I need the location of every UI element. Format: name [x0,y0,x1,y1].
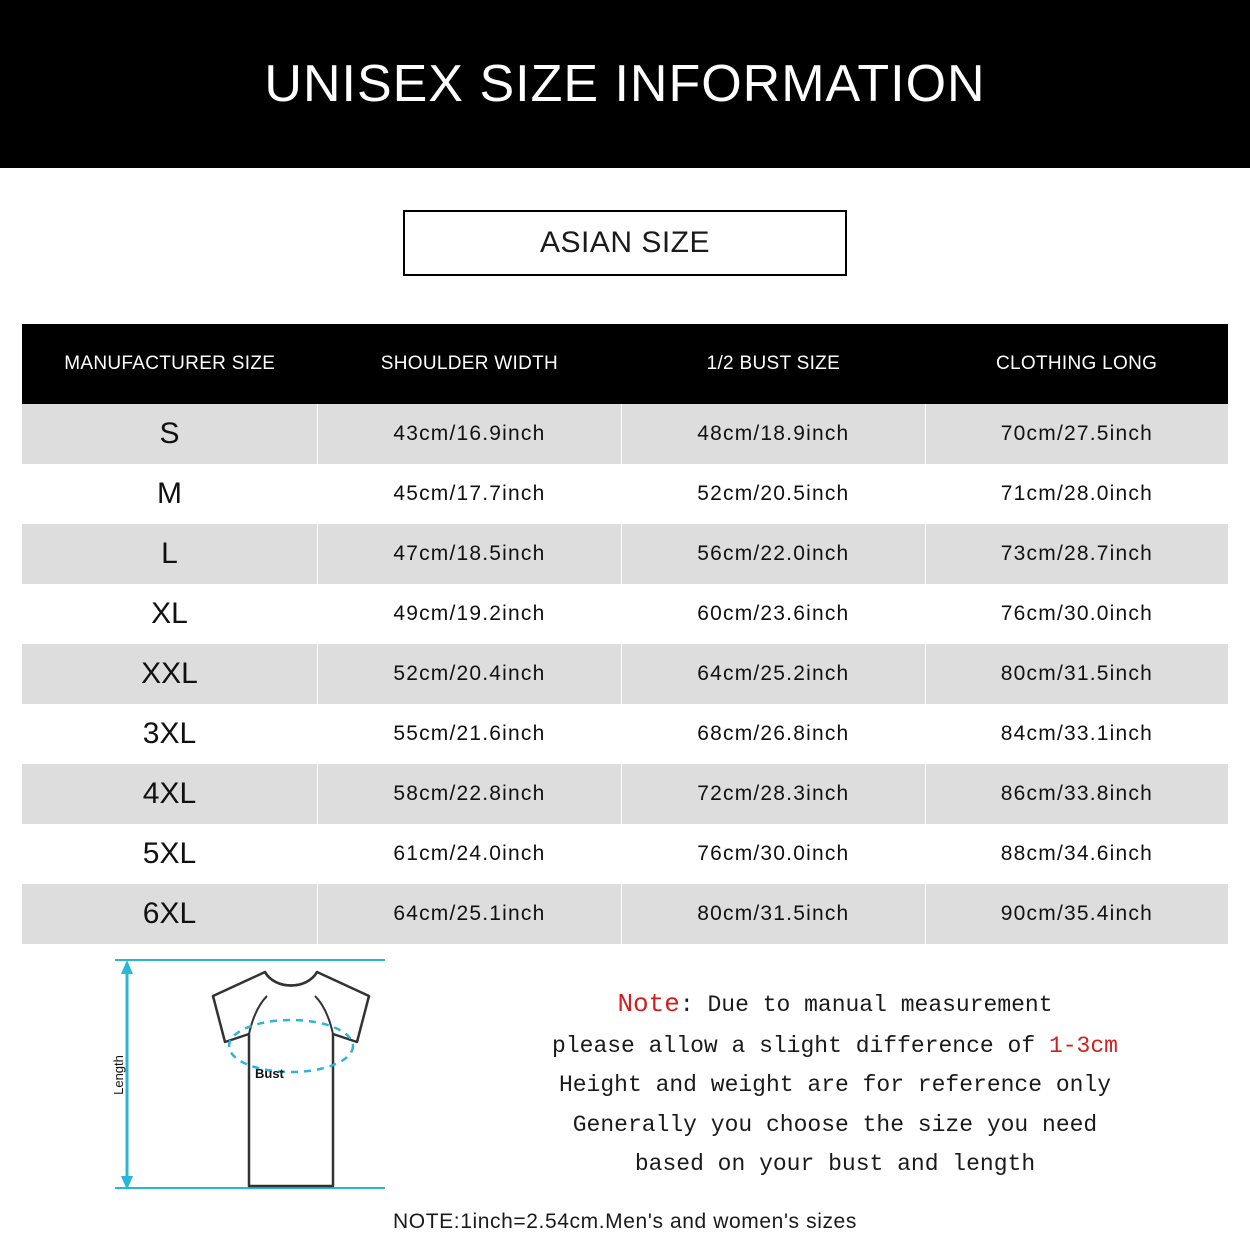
tshirt-diagram [95,950,475,1200]
table-cell-size: 6XL [22,884,317,944]
table-cell-shoulder: 64cm/25.1inch [317,884,621,944]
note-line-2-text: please allow a slight difference of [552,1032,1049,1059]
table-cell-length: 71cm/28.0inch [925,464,1228,524]
table-cell-bust: 64cm/25.2inch [621,644,925,704]
table-header [22,324,1228,404]
header-banner [0,0,1250,168]
table-cell-shoulder: 49cm/19.2inch [317,584,621,644]
table-row [22,644,1228,704]
table-cell-shoulder: 43cm/16.9inch [317,404,621,464]
page-title: UNISEX SIZE INFORMATION [264,55,986,113]
table-cell-shoulder: 61cm/24.0inch [317,824,621,884]
note-label: Note [617,989,680,1019]
table-cell-size: L [22,524,317,584]
size-table-wrapper [22,324,1228,944]
table-cell-shoulder: 55cm/21.6inch [317,704,621,764]
table-cell-shoulder: 47cm/18.5inch [317,524,621,584]
table-cell-size: XL [22,584,317,644]
table-cell-size: 5XL [22,824,317,884]
table-cell-shoulder: 52cm/20.4inch [317,644,621,704]
footer-note: NOTE:1inch=2.54cm.Men's and women's sizes [393,1210,857,1233]
table-cell-length: 73cm/28.7inch [925,524,1228,584]
table-row [22,824,1228,884]
table-cell-bust: 52cm/20.5inch [621,464,925,524]
table-row [22,584,1228,644]
tshirt-outline [213,972,369,1186]
table-cell-size: M [22,464,317,524]
table-cell-shoulder: 58cm/22.8inch [317,764,621,824]
table-row [22,524,1228,584]
table-cell-shoulder: 45cm/17.7inch [317,464,621,524]
table-row [22,764,1228,824]
table-header-cell: SHOULDER WIDTH [380,353,559,374]
table-header-row [22,324,1228,404]
table-cell-bust: 76cm/30.0inch [621,824,925,884]
table-cell-bust: 56cm/22.0inch [621,524,925,584]
note-line-2 [450,1027,1220,1067]
table-cell-size: 3XL [22,704,317,764]
bust-label: Bust [255,1066,284,1081]
table-cell-bust: 80cm/31.5inch [621,884,925,944]
bottom-section [0,950,1250,1200]
table-cell-length: 70cm/27.5inch [925,404,1228,464]
table-cell-size: XXL [22,644,317,704]
table-header-cell: MANUFACTURER SIZE [64,353,276,374]
table-cell-bust: 60cm/23.6inch [621,584,925,644]
table-body [22,404,1228,944]
note-line-4: Generally you choose the size you need [572,1111,1098,1138]
table-row [22,464,1228,524]
table-cell-length: 80cm/31.5inch [925,644,1228,704]
table-header-cell: 1/2 BUST SIZE [706,353,841,374]
note-tolerance: 1-3cm [1048,1032,1118,1059]
asian-size-label: ASIAN SIZE [539,226,711,259]
asian-size-box [403,210,847,276]
note-line-1 [450,982,1220,1027]
table-row [22,404,1228,464]
asian-size-wrapper [0,210,1250,276]
table-cell-bust: 48cm/18.9inch [621,404,925,464]
note-line-3: Height and weight are for reference only [558,1072,1112,1099]
note-line-1-text: : Due to manual measurement [679,992,1053,1018]
length-label: Length [111,1055,126,1095]
table-cell-length: 84cm/33.1inch [925,704,1228,764]
table-cell-length: 90cm/35.4inch [925,884,1228,944]
tshirt-diagram-svg [95,950,475,1200]
note-block [450,982,1220,1185]
table-cell-length: 76cm/30.0inch [925,584,1228,644]
size-table [22,324,1228,944]
table-cell-length: 88cm/34.6inch [925,824,1228,884]
table-header-cell: CLOTHING LONG [996,353,1158,374]
table-cell-size: 4XL [22,764,317,824]
table-cell-bust: 68cm/26.8inch [621,704,925,764]
table-cell-size: S [22,404,317,464]
length-arrow-head-top [121,960,133,974]
table-row [22,884,1228,944]
table-row [22,704,1228,764]
table-cell-bust: 72cm/28.3inch [621,764,925,824]
note-line-5: based on your bust and length [634,1151,1036,1178]
table-cell-length: 86cm/33.8inch [925,764,1228,824]
